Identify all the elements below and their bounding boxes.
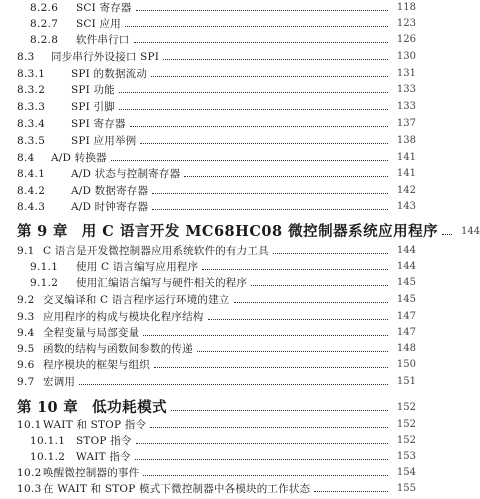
entry-number: 8.4.2	[17, 184, 46, 197]
entry-page: 138	[396, 134, 416, 146]
entry-number: 9.6	[17, 359, 35, 372]
entry-page: 141	[396, 167, 416, 179]
entry-number: 10.1.1	[30, 434, 66, 447]
entry-title: 程序模块的框架与组织	[43, 359, 150, 372]
entry-page: 150	[396, 359, 416, 371]
chapter-title: 低功耗模式	[92, 398, 168, 416]
entry-page: 155	[396, 483, 416, 494]
entry-number: 10.1	[17, 418, 42, 431]
entry-page: 137	[396, 118, 416, 130]
entry-number: 8.3.2	[17, 84, 46, 97]
entry-title: 使用 C 语言编写应用程序	[76, 260, 199, 273]
entry-page: 145	[396, 276, 416, 288]
entry-title: SPI 功能	[71, 84, 115, 97]
dot-leader	[442, 234, 452, 235]
entry-number: 8.3.4	[17, 118, 46, 131]
entry-number: 9.4	[17, 327, 35, 340]
entry-page: 151	[396, 376, 416, 388]
entry-number: 9.1.2	[30, 276, 59, 289]
entry-page: 145	[396, 294, 416, 305]
entry-title: A/D 状态与控制寄存器	[71, 167, 181, 180]
entry-page: 141	[396, 151, 416, 163]
entry-page: 144	[396, 244, 416, 256]
entry-page: 133	[396, 84, 416, 96]
entry-page: 143	[396, 200, 416, 212]
entry-page: 118	[396, 2, 416, 13]
entry-number: 8.3.5	[17, 134, 46, 147]
entry-title: 应用程序的构成与模块化程序结构	[43, 311, 204, 324]
entry-page: 147	[396, 311, 416, 323]
entry-number: 8.4.1	[17, 167, 46, 180]
chapter-title: 用 C 语言开发 MC68HC08 微控制器系统应用程序	[81, 223, 439, 241]
entry-title: 使用汇编语言编写与硬件相关的程序	[76, 276, 248, 289]
toc-entry-10-3	[0, 475, 424, 495]
entry-title: SPI 引脚	[71, 101, 115, 114]
entry-number: 8.2.6	[30, 2, 59, 14]
entry-title: C 语言是开发微控制器应用系统软件的有力工具	[43, 244, 269, 257]
chapter-page: 152	[396, 401, 416, 413]
entry-title: A/D 转换器	[51, 151, 107, 164]
entry-title: WAIT 指令	[76, 450, 131, 463]
toc-entry-9-7	[0, 368, 424, 388]
entry-page: 147	[396, 327, 416, 339]
entry-title: SCI 寄存器	[76, 2, 132, 14]
entry-number: 10.1.2	[30, 450, 66, 463]
entry-number: 9.2	[17, 294, 35, 306]
entry-number: 9.7	[17, 376, 35, 389]
entry-title: 软件串行口	[76, 34, 130, 47]
entry-number: 8.3	[17, 51, 35, 64]
dot-leader	[314, 491, 388, 492]
entry-title: 交叉编译和 C 语言程序运行环境的建立	[43, 294, 230, 306]
entry-number: 8.3.1	[17, 68, 46, 81]
chapter-number: 第 9 章	[17, 223, 68, 241]
chapter-page: 144	[461, 226, 480, 238]
entry-page: 152	[396, 418, 416, 430]
entry-title: 宏调用	[43, 376, 76, 389]
entry-page: 148	[396, 343, 416, 355]
entry-number: 9.3	[17, 311, 35, 324]
entry-title: 同步串行外设接口 SPI	[51, 51, 160, 64]
entry-title: 函数的结构与函数间参数的传递	[43, 343, 193, 356]
entry-title: A/D 时钟寄存器	[71, 200, 149, 213]
entry-number: 8.3.3	[17, 101, 46, 114]
toc-entry-8-4-3	[0, 193, 424, 213]
entry-title: 唤醒微控制器的事件	[43, 466, 140, 479]
entry-page: 142	[396, 184, 416, 196]
entry-page: 123	[396, 18, 416, 30]
entry-number: 9.1.1	[30, 260, 59, 273]
entry-title: SPI 寄存器	[71, 118, 126, 131]
entry-page: 133	[396, 101, 416, 113]
chapter-number: 第 10 章	[17, 398, 79, 416]
entry-page: 154	[396, 466, 416, 478]
entry-number: 10.3	[17, 483, 42, 495]
entry-page: 126	[396, 34, 416, 46]
entry-title: SPI 应用举例	[71, 134, 137, 147]
entry-number: 10.2	[17, 466, 42, 479]
entry-page: 130	[396, 51, 416, 63]
entry-title: STOP 指令	[76, 434, 132, 447]
dot-leader	[79, 384, 388, 385]
entry-title: A/D 数据寄存器	[71, 184, 149, 197]
entry-page: 152	[396, 434, 416, 446]
entry-number: 9.5	[17, 343, 35, 356]
entry-number: 8.4.3	[17, 200, 46, 213]
entry-number: 9.1	[17, 244, 35, 257]
entry-page: 144	[396, 260, 416, 272]
entry-number: 8.4	[17, 151, 35, 164]
entry-title: WAIT 和 STOP 指令	[43, 418, 147, 431]
entry-title: SPI 的数据流动	[71, 68, 148, 81]
entry-number: 8.2.8	[30, 34, 59, 47]
dot-leader	[152, 209, 388, 210]
entry-title: 在 WAIT 和 STOP 模式下微控制器中各模块的工作状态	[43, 483, 311, 495]
entry-page: 153	[396, 450, 416, 462]
entry-page: 131	[396, 68, 416, 80]
entry-title: 全程变量与局部变量	[43, 327, 140, 340]
entry-title: SCI 应用	[76, 18, 121, 31]
entry-number: 8.2.7	[30, 18, 59, 31]
